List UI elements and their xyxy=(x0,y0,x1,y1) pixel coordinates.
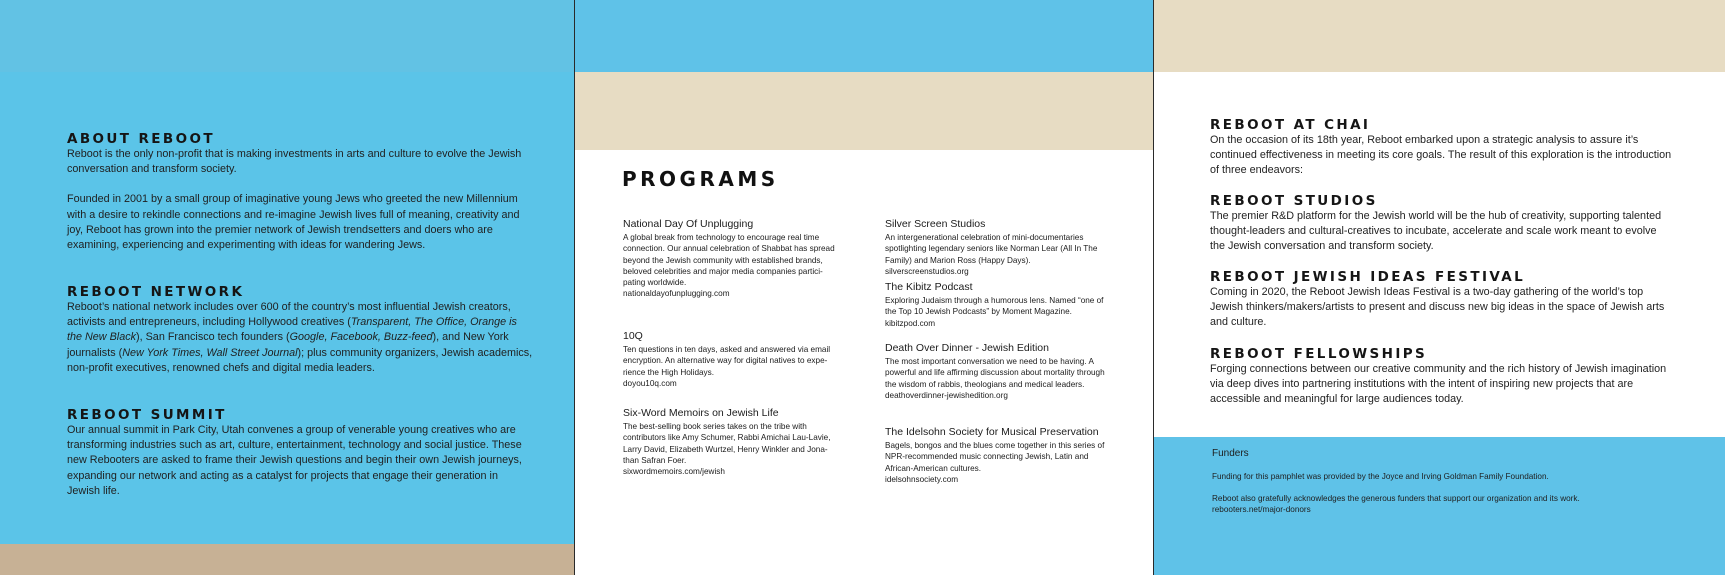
network-text-1: Reboot’s national network includes over 600 of the country’s most influential Jewish creators, activists and entrepreneurs, including Hollywood creatives ( xyxy=(67,301,511,329)
program-url[interactable]: sixwordmemoirs.com/jewish xyxy=(623,467,725,477)
program-description: A global break from technology to encourage real time connection. Our annual celebration of Shabbat has spread beyond the Jewish community with established brands, beloved celebrities and major media companies partici-pating worldwide. xyxy=(623,233,835,288)
program-url[interactable]: deathoverdinner-jewishedition.org xyxy=(885,390,1008,400)
program-description: Bagels, bongos and the blues come together in this series of NPR-recommended music connecting Jewish, Latin and African-American cultures. xyxy=(885,441,1105,473)
program-name: Six-Word Memoirs on Jewish Life xyxy=(623,407,779,419)
program-description: Exploring Judaism through a humorous lens. Named “one of the Top 10 Jewish Podcasts” by Moment Magazine. xyxy=(885,296,1104,317)
program-description: The most important conversation we need to be having. A powerful and life affirming discussion about mortality through the wisdom of rabbis, theologians and medical leaders. xyxy=(885,357,1105,389)
beige-band xyxy=(575,72,1153,150)
network-italic-1: Transparent, The Office, Orange is the New Black xyxy=(67,316,517,344)
network-italic-2: Google, Facebook, Buzz-feed xyxy=(289,331,433,344)
program-url[interactable]: idelsohnsociety.com xyxy=(885,474,959,484)
summit-section xyxy=(67,407,533,499)
funders-section xyxy=(1212,448,1682,516)
program-description: The best-selling book series takes on the tribe with contributors like Amy Schumer, Rabbi Amichai Lau-Lavie, Larry David, Elizabeth Wurtzel, Henry Winkler and Jona-than Safran Foer. xyxy=(623,422,831,465)
program-url[interactable]: kibitzpod.com xyxy=(885,318,936,328)
network-heading: REBOOT NETWORK xyxy=(67,284,245,300)
studios-section xyxy=(1210,193,1672,255)
chai-paragraph: On the occasion of its 18th year, Reboot embarked upon a strategic analysis to assure it’s continued effectiveness in meeting its core goals. The result of this exploration is the introduction of three endeavors: xyxy=(1210,134,1672,177)
program-item xyxy=(623,218,841,318)
studios-heading: REBOOT STUDIOS xyxy=(1210,193,1378,209)
program-item xyxy=(885,342,1115,426)
festival-heading: REBOOT JEWISH IDEAS FESTIVAL xyxy=(1210,269,1526,285)
about-paragraph-1: Reboot is the only non-profit that is making investments in arts and culture to evolve the Jewish conversation and transform society. xyxy=(67,148,522,176)
summit-heading: REBOOT SUMMIT xyxy=(67,407,227,423)
network-text-3: ), and New York journalists ( xyxy=(67,331,509,359)
fellowships-section xyxy=(1210,346,1672,408)
chai-heading: REBOOT AT CHAI xyxy=(1210,117,1371,133)
top-sky-band xyxy=(575,0,1153,72)
bottom-tan-band xyxy=(0,544,574,575)
studios-paragraph: The premier R&D platform for the Jewish world will be the hub of creativity, supporting talented thought-leaders and cultural-creatives to incubate, accelerate and scale work meant to evolve the Jewish conversation and transform society. xyxy=(1210,210,1662,253)
program-name: Death Over Dinner - Jewish Edition xyxy=(885,342,1049,354)
programs-title: PROGRAMS xyxy=(622,167,779,191)
programs-column-2 xyxy=(885,218,1115,485)
program-description: Ten questions in ten days, asked and answered via email encryption. An alternative way for digital natives to expe-rience the High Holidays. xyxy=(623,345,831,377)
summit-paragraph: Our annual summit in Park City, Utah convenes a group of venerable young creatives who are transforming industries such as art, culture, entertainment, technology and social justice. These new Rebooters are asked to frame their Jewish questions and begin their own Jewish journeys, expanding our network and acting as a catalyst for projects that engage their generation in Jewish life. xyxy=(67,424,522,497)
network-text-2: ), San Francisco tech founders ( xyxy=(136,331,290,344)
network-paragraph xyxy=(67,300,533,376)
program-item xyxy=(885,218,1115,281)
program-name: National Day Of Unplugging xyxy=(623,218,754,230)
program-name: The Idelsohn Society for Musical Preservation xyxy=(885,426,1099,438)
program-url[interactable]: silverscreenstudios.org xyxy=(885,266,969,276)
program-item xyxy=(623,407,841,477)
program-item xyxy=(885,426,1115,485)
festival-section xyxy=(1210,269,1672,331)
funders-heading: Funders xyxy=(1212,448,1249,459)
program-url[interactable]: nationaldayofunplugging.com xyxy=(623,289,730,299)
festival-paragraph: Coming in 2020, the Reboot Jewish Ideas Festival is a two-day gathering of the world’s top Jewish thinkers/makers/artists to present and discuss new big ideas in the space of Jewish arts and culture. xyxy=(1210,286,1665,329)
program-item xyxy=(623,330,841,397)
network-section xyxy=(67,284,533,376)
program-name: 10Q xyxy=(623,330,643,342)
top-sky-band xyxy=(0,0,574,72)
top-beige-band xyxy=(1154,0,1725,72)
funders-line-2: Reboot also gratefully acknowledges the generous funders that support our organization and its work. xyxy=(1212,493,1580,503)
panel-reboot-at-chai xyxy=(1154,0,1725,575)
chai-section xyxy=(1210,117,1672,179)
about-paragraph-2: Founded in 2001 by a small group of imaginative young Jews who greeted the new Millennium with a desire to rekindle connections and re-imagine Jewish lives full of meaning, creativity and joy, Reboot has grown into the premier network of Jewish trendsetters and doers who are examining, experiencing and experimenting with ideas for wandering Jews. xyxy=(67,193,520,252)
about-section xyxy=(67,131,533,253)
program-description: An intergenerational celebration of mini-documentaries spotlighting legendary seniors like Norman Lear (All In The Family) and Marion Ross (Happy Days). xyxy=(885,233,1098,265)
panel-about xyxy=(0,0,574,575)
panel-programs xyxy=(575,0,1153,575)
program-url[interactable]: doyou10q.com xyxy=(623,378,677,388)
about-heading: ABOUT REBOOT xyxy=(67,131,215,147)
funders-line-1: Funding for this pamphlet was provided by the Joyce and Irving Goldman Family Foundation. xyxy=(1212,472,1549,481)
program-name: Silver Screen Studios xyxy=(885,218,986,230)
funders-link[interactable]: rebooters.net/major-donors xyxy=(1212,505,1311,514)
program-item xyxy=(885,281,1115,342)
network-text-4: ); plus community organizers, Jewish academics, non-profit executives, renowned chefs and digital media leaders. xyxy=(67,346,533,374)
network-italic-3: New York Times, Wall Street Journal xyxy=(122,346,298,359)
fellowships-heading: REBOOT FELLOWSHIPS xyxy=(1210,346,1428,362)
programs-column-1 xyxy=(623,218,841,477)
program-name: The Kibitz Podcast xyxy=(885,281,973,293)
fellowships-paragraph: Forging connections between our creative community and the rich history of Jewish imagination via deep dives into partnering institutions with the intent of inspiring new projects that are accessible and meaningful for large audiences today. xyxy=(1210,363,1667,406)
